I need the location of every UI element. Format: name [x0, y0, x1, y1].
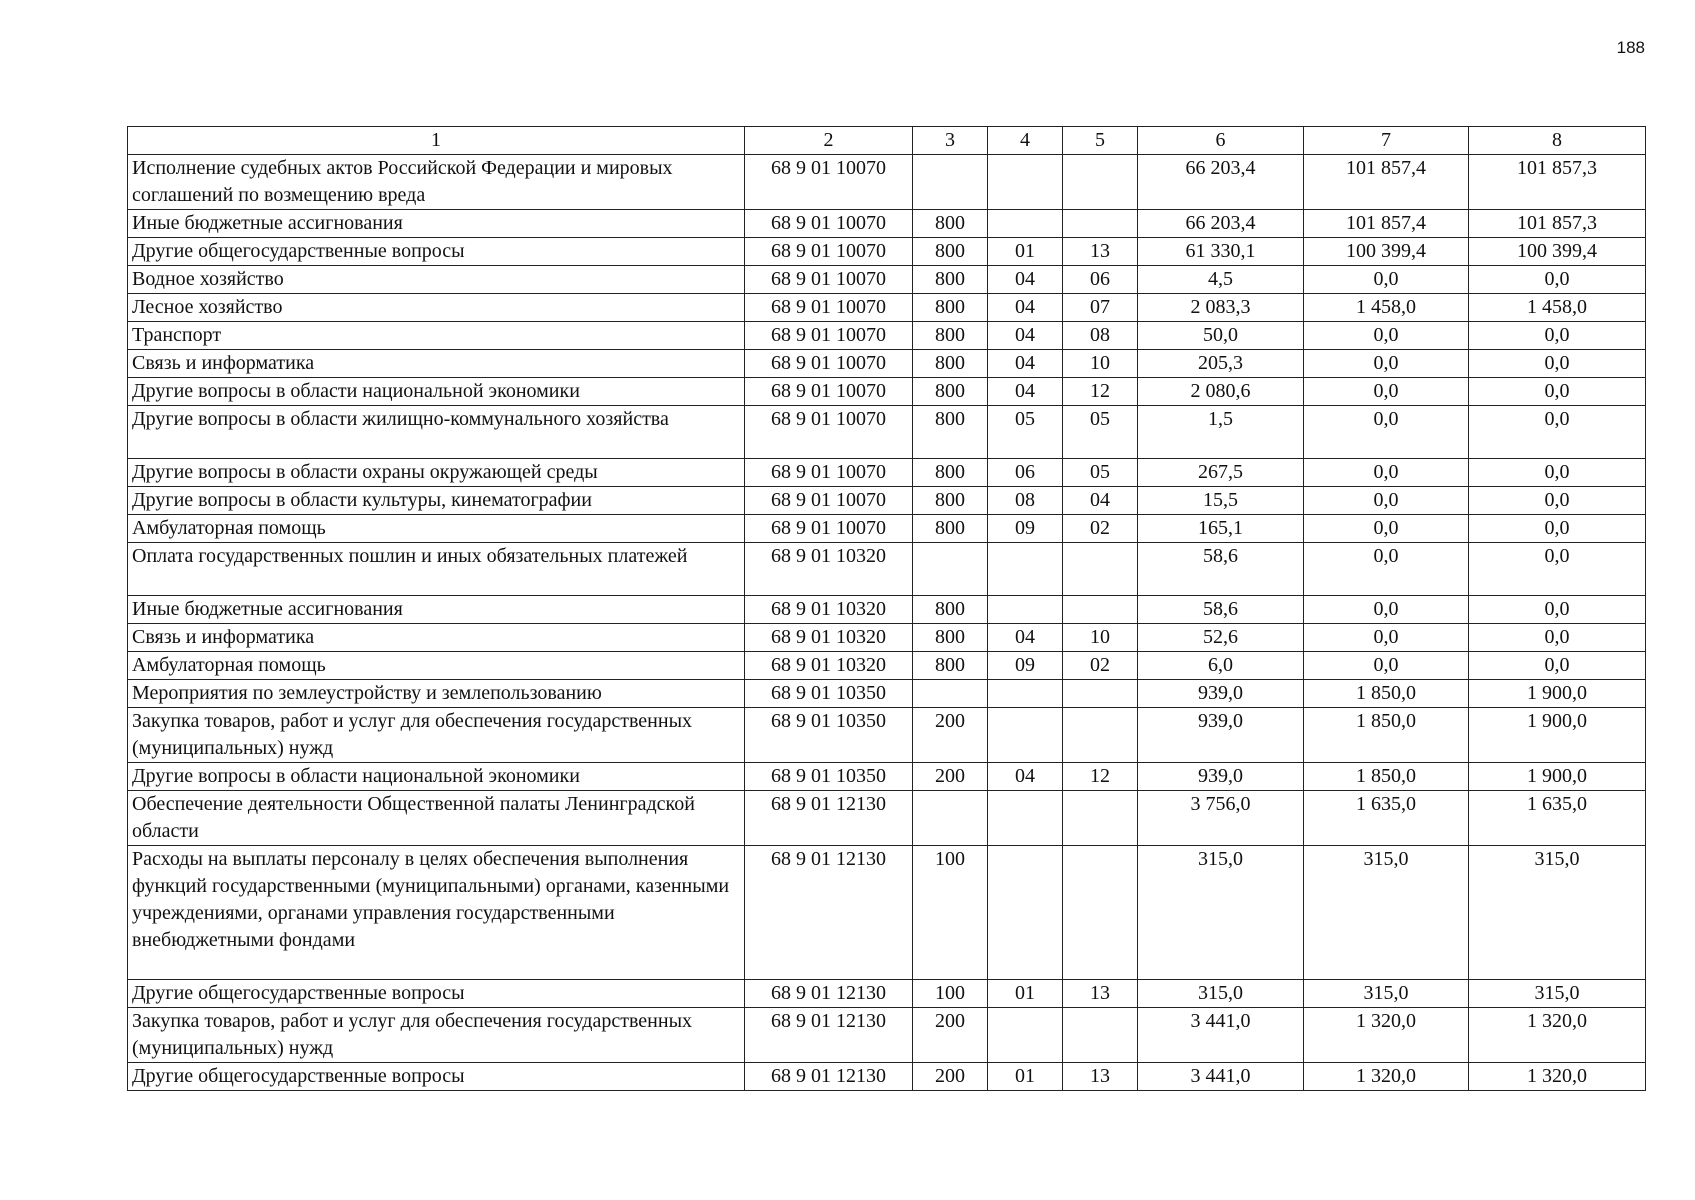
row-amount-cell: 0,0 [1469, 624, 1646, 652]
table-row [128, 652, 1646, 680]
row-amount-cell: 0,0 [1304, 487, 1469, 515]
row-section-cell [988, 210, 1063, 238]
row-section-cell: 04 [988, 294, 1063, 322]
table-row [128, 350, 1646, 378]
row-subsection-cell: 12 [1063, 763, 1138, 791]
row-subsection-cell [1063, 708, 1138, 763]
row-section-cell: 01 [988, 1063, 1063, 1091]
row-amount-cell: 1 458,0 [1469, 294, 1646, 322]
row-subsection-cell [1063, 210, 1138, 238]
row-amount-cell: 0,0 [1304, 543, 1469, 596]
row-section-cell: 08 [988, 487, 1063, 515]
row-amount-cell: 3 441,0 [1138, 1008, 1304, 1063]
row-subsection-cell [1063, 155, 1138, 210]
row-amount-cell: 0,0 [1469, 515, 1646, 543]
row-code-cell: 68 9 01 10320 [745, 596, 913, 624]
row-amount-cell: 0,0 [1304, 322, 1469, 350]
row-expense-type-cell: 800 [913, 378, 988, 406]
row-subsection-cell: 12 [1063, 378, 1138, 406]
row-amount-cell: 315,0 [1138, 846, 1304, 980]
row-subsection-cell [1063, 846, 1138, 980]
row-amount-cell: 0,0 [1469, 266, 1646, 294]
row-name-cell: Связь и информатика [128, 350, 745, 378]
row-name-cell: Связь и информатика [128, 624, 745, 652]
row-expense-type-cell: 200 [913, 1063, 988, 1091]
row-amount-cell: 0,0 [1304, 652, 1469, 680]
row-subsection-cell: 05 [1063, 406, 1138, 459]
row-section-cell: 04 [988, 322, 1063, 350]
row-amount-cell: 1,5 [1138, 406, 1304, 459]
table-row [128, 624, 1646, 652]
row-code-cell: 68 9 01 12130 [745, 791, 913, 846]
row-subsection-cell [1063, 791, 1138, 846]
row-amount-cell: 0,0 [1469, 350, 1646, 378]
table-row [128, 708, 1646, 763]
row-amount-cell: 100 399,4 [1469, 238, 1646, 266]
table-row [128, 378, 1646, 406]
row-expense-type-cell: 800 [913, 350, 988, 378]
row-expense-type-cell: 800 [913, 596, 988, 624]
row-subsection-cell: 13 [1063, 238, 1138, 266]
row-amount-cell: 0,0 [1469, 652, 1646, 680]
row-amount-cell: 0,0 [1304, 406, 1469, 459]
row-amount-cell: 315,0 [1304, 846, 1469, 980]
row-amount-cell: 1 850,0 [1304, 680, 1469, 708]
row-amount-cell: 101 857,4 [1304, 155, 1469, 210]
row-amount-cell: 0,0 [1469, 322, 1646, 350]
row-name-cell: Другие общегосударственные вопросы [128, 238, 745, 266]
row-expense-type-cell: 800 [913, 294, 988, 322]
row-section-cell: 09 [988, 652, 1063, 680]
table-row [128, 680, 1646, 708]
row-section-cell: 06 [988, 459, 1063, 487]
row-section-cell [988, 543, 1063, 596]
row-section-cell [988, 155, 1063, 210]
column-header: 1 [128, 127, 745, 155]
row-section-cell [988, 846, 1063, 980]
row-amount-cell: 0,0 [1469, 543, 1646, 596]
row-amount-cell: 0,0 [1304, 596, 1469, 624]
table-row [128, 1008, 1646, 1063]
row-name-cell: Обеспечение деятельности Общественной палаты Ленинградской области [128, 791, 745, 846]
row-amount-cell: 66 203,4 [1138, 210, 1304, 238]
row-amount-cell: 0,0 [1469, 596, 1646, 624]
row-name-cell: Другие общегосударственные вопросы [128, 980, 745, 1008]
row-expense-type-cell: 200 [913, 708, 988, 763]
row-amount-cell: 101 857,3 [1469, 210, 1646, 238]
row-amount-cell: 100 399,4 [1304, 238, 1469, 266]
row-expense-type-cell [913, 155, 988, 210]
row-section-cell: 09 [988, 515, 1063, 543]
table-row [128, 322, 1646, 350]
row-code-cell: 68 9 01 10070 [745, 515, 913, 543]
row-amount-cell: 2 083,3 [1138, 294, 1304, 322]
row-name-cell: Другие вопросы в области национальной экономики [128, 763, 745, 791]
row-code-cell: 68 9 01 10070 [745, 322, 913, 350]
row-expense-type-cell [913, 543, 988, 596]
row-subsection-cell: 08 [1063, 322, 1138, 350]
table-row [128, 155, 1646, 210]
row-expense-type-cell: 800 [913, 652, 988, 680]
row-name-cell: Другие вопросы в области жилищно-коммунального хозяйства [128, 406, 745, 459]
table-row [128, 543, 1646, 596]
row-expense-type-cell [913, 791, 988, 846]
page-number: 188 [1616, 38, 1645, 57]
row-name-cell: Расходы на выплаты персоналу в целях обеспечения выполнения функций государственными (муниципальными) органами, казенными учреждениями, органами управления государственными внебюджетными фондами [128, 846, 745, 980]
column-header: 2 [745, 127, 913, 155]
row-amount-cell: 1 320,0 [1469, 1063, 1646, 1091]
column-header: 3 [913, 127, 988, 155]
row-section-cell [988, 596, 1063, 624]
column-header: 4 [988, 127, 1063, 155]
row-subsection-cell: 13 [1063, 1063, 1138, 1091]
row-name-cell: Исполнение судебных актов Российской Федерации и мировых соглашений по возмещению вреда [128, 155, 745, 210]
row-section-cell: 04 [988, 266, 1063, 294]
row-expense-type-cell: 800 [913, 459, 988, 487]
table-row [128, 596, 1646, 624]
row-subsection-cell: 02 [1063, 652, 1138, 680]
row-code-cell: 68 9 01 10070 [745, 294, 913, 322]
table-row [128, 515, 1646, 543]
row-amount-cell: 50,0 [1138, 322, 1304, 350]
row-expense-type-cell [913, 680, 988, 708]
row-name-cell: Другие вопросы в области охраны окружающей среды [128, 459, 745, 487]
row-section-cell [988, 1008, 1063, 1063]
row-code-cell: 68 9 01 10350 [745, 708, 913, 763]
row-amount-cell: 0,0 [1304, 350, 1469, 378]
row-subsection-cell: 02 [1063, 515, 1138, 543]
row-section-cell: 01 [988, 980, 1063, 1008]
row-amount-cell: 0,0 [1304, 266, 1469, 294]
row-name-cell: Оплата государственных пошлин и иных обязательных платежей [128, 543, 745, 596]
row-subsection-cell: 06 [1063, 266, 1138, 294]
table-row [128, 763, 1646, 791]
row-section-cell [988, 680, 1063, 708]
row-subsection-cell: 10 [1063, 624, 1138, 652]
table-row [128, 487, 1646, 515]
row-amount-cell: 1 900,0 [1469, 763, 1646, 791]
column-header: 7 [1304, 127, 1469, 155]
table-row [128, 791, 1646, 846]
row-name-cell: Другие вопросы в области национальной экономики [128, 378, 745, 406]
table-row [128, 1063, 1646, 1091]
row-amount-cell: 58,6 [1138, 596, 1304, 624]
row-code-cell: 68 9 01 10070 [745, 266, 913, 294]
row-amount-cell: 0,0 [1469, 406, 1646, 459]
row-amount-cell: 1 635,0 [1304, 791, 1469, 846]
row-section-cell: 04 [988, 350, 1063, 378]
row-amount-cell: 165,1 [1138, 515, 1304, 543]
table-row [128, 459, 1646, 487]
row-name-cell: Закупка товаров, работ и услуг для обеспечения государственных (муниципальных) нужд [128, 708, 745, 763]
row-name-cell: Другие общегосударственные вопросы [128, 1063, 745, 1091]
row-code-cell: 68 9 01 10320 [745, 624, 913, 652]
table-row [128, 294, 1646, 322]
row-amount-cell: 0,0 [1304, 624, 1469, 652]
row-amount-cell: 1 635,0 [1469, 791, 1646, 846]
column-header: 6 [1138, 127, 1304, 155]
row-expense-type-cell: 200 [913, 763, 988, 791]
row-name-cell: Иные бюджетные ассигнования [128, 596, 745, 624]
row-code-cell: 68 9 01 10350 [745, 763, 913, 791]
row-expense-type-cell: 800 [913, 624, 988, 652]
row-section-cell: 05 [988, 406, 1063, 459]
row-subsection-cell: 07 [1063, 294, 1138, 322]
row-amount-cell: 101 857,4 [1304, 210, 1469, 238]
row-amount-cell: 52,6 [1138, 624, 1304, 652]
row-code-cell: 68 9 01 12130 [745, 1063, 913, 1091]
row-name-cell: Водное хозяйство [128, 266, 745, 294]
row-amount-cell: 0,0 [1469, 459, 1646, 487]
row-subsection-cell: 04 [1063, 487, 1138, 515]
row-code-cell: 68 9 01 10320 [745, 652, 913, 680]
row-amount-cell: 4,5 [1138, 266, 1304, 294]
budget-table [127, 126, 1646, 1091]
row-amount-cell: 939,0 [1138, 708, 1304, 763]
row-section-cell: 04 [988, 378, 1063, 406]
row-code-cell: 68 9 01 12130 [745, 1008, 913, 1063]
row-amount-cell: 1 458,0 [1304, 294, 1469, 322]
row-section-cell [988, 708, 1063, 763]
row-code-cell: 68 9 01 10070 [745, 155, 913, 210]
row-amount-cell: 1 900,0 [1469, 680, 1646, 708]
row-code-cell: 68 9 01 10070 [745, 350, 913, 378]
column-header: 5 [1063, 127, 1138, 155]
row-expense-type-cell: 800 [913, 487, 988, 515]
table-row [128, 266, 1646, 294]
column-header: 8 [1469, 127, 1646, 155]
table-row [128, 406, 1646, 459]
row-amount-cell: 2 080,6 [1138, 378, 1304, 406]
row-code-cell: 68 9 01 10070 [745, 378, 913, 406]
row-code-cell: 68 9 01 12130 [745, 846, 913, 980]
row-subsection-cell [1063, 680, 1138, 708]
row-name-cell: Лесное хозяйство [128, 294, 745, 322]
row-amount-cell: 58,6 [1138, 543, 1304, 596]
row-amount-cell: 939,0 [1138, 680, 1304, 708]
table-row [128, 846, 1646, 980]
row-amount-cell: 6,0 [1138, 652, 1304, 680]
row-code-cell: 68 9 01 10070 [745, 487, 913, 515]
row-code-cell: 68 9 01 10320 [745, 543, 913, 596]
row-amount-cell: 1 320,0 [1469, 1008, 1646, 1063]
row-amount-cell: 267,5 [1138, 459, 1304, 487]
row-code-cell: 68 9 01 10070 [745, 459, 913, 487]
row-amount-cell: 61 330,1 [1138, 238, 1304, 266]
row-amount-cell: 315,0 [1469, 980, 1646, 1008]
row-expense-type-cell: 800 [913, 406, 988, 459]
row-amount-cell: 101 857,3 [1469, 155, 1646, 210]
row-expense-type-cell: 100 [913, 980, 988, 1008]
row-code-cell: 68 9 01 10350 [745, 680, 913, 708]
row-amount-cell: 315,0 [1138, 980, 1304, 1008]
row-code-cell: 68 9 01 12130 [745, 980, 913, 1008]
row-section-cell: 04 [988, 624, 1063, 652]
row-amount-cell: 0,0 [1469, 378, 1646, 406]
row-amount-cell: 1 850,0 [1304, 763, 1469, 791]
row-amount-cell: 1 320,0 [1304, 1063, 1469, 1091]
row-section-cell: 04 [988, 763, 1063, 791]
row-name-cell: Иные бюджетные ассигнования [128, 210, 745, 238]
row-section-cell [988, 791, 1063, 846]
row-subsection-cell [1063, 596, 1138, 624]
row-expense-type-cell: 800 [913, 210, 988, 238]
row-code-cell: 68 9 01 10070 [745, 238, 913, 266]
row-amount-cell: 0,0 [1304, 378, 1469, 406]
row-amount-cell: 939,0 [1138, 763, 1304, 791]
row-subsection-cell: 10 [1063, 350, 1138, 378]
row-amount-cell: 0,0 [1304, 459, 1469, 487]
row-expense-type-cell: 800 [913, 266, 988, 294]
row-name-cell: Другие вопросы в области культуры, кинематографии [128, 487, 745, 515]
row-expense-type-cell: 100 [913, 846, 988, 980]
row-amount-cell: 3 441,0 [1138, 1063, 1304, 1091]
row-amount-cell: 66 203,4 [1138, 155, 1304, 210]
table-row [128, 210, 1646, 238]
row-name-cell: Амбулаторная помощь [128, 515, 745, 543]
row-expense-type-cell: 800 [913, 322, 988, 350]
row-amount-cell: 3 756,0 [1138, 791, 1304, 846]
row-subsection-cell [1063, 1008, 1138, 1063]
row-name-cell: Транспорт [128, 322, 745, 350]
row-amount-cell: 1 900,0 [1469, 708, 1646, 763]
row-amount-cell: 315,0 [1304, 980, 1469, 1008]
table-body [128, 155, 1646, 1091]
table-row [128, 238, 1646, 266]
row-subsection-cell: 05 [1063, 459, 1138, 487]
table-row [128, 980, 1646, 1008]
row-amount-cell: 1 850,0 [1304, 708, 1469, 763]
row-name-cell: Амбулаторная помощь [128, 652, 745, 680]
row-expense-type-cell: 800 [913, 238, 988, 266]
row-subsection-cell: 13 [1063, 980, 1138, 1008]
row-name-cell: Мероприятия по землеустройству и землепользованию [128, 680, 745, 708]
row-expense-type-cell: 200 [913, 1008, 988, 1063]
row-amount-cell: 315,0 [1469, 846, 1646, 980]
row-section-cell: 01 [988, 238, 1063, 266]
row-amount-cell: 0,0 [1469, 487, 1646, 515]
row-amount-cell: 205,3 [1138, 350, 1304, 378]
row-expense-type-cell: 800 [913, 515, 988, 543]
row-amount-cell: 0,0 [1304, 515, 1469, 543]
row-amount-cell: 1 320,0 [1304, 1008, 1469, 1063]
row-subsection-cell [1063, 543, 1138, 596]
row-code-cell: 68 9 01 10070 [745, 406, 913, 459]
row-name-cell: Закупка товаров, работ и услуг для обеспечения государственных (муниципальных) нужд [128, 1008, 745, 1063]
header-row [128, 127, 1646, 155]
row-code-cell: 68 9 01 10070 [745, 210, 913, 238]
row-amount-cell: 15,5 [1138, 487, 1304, 515]
